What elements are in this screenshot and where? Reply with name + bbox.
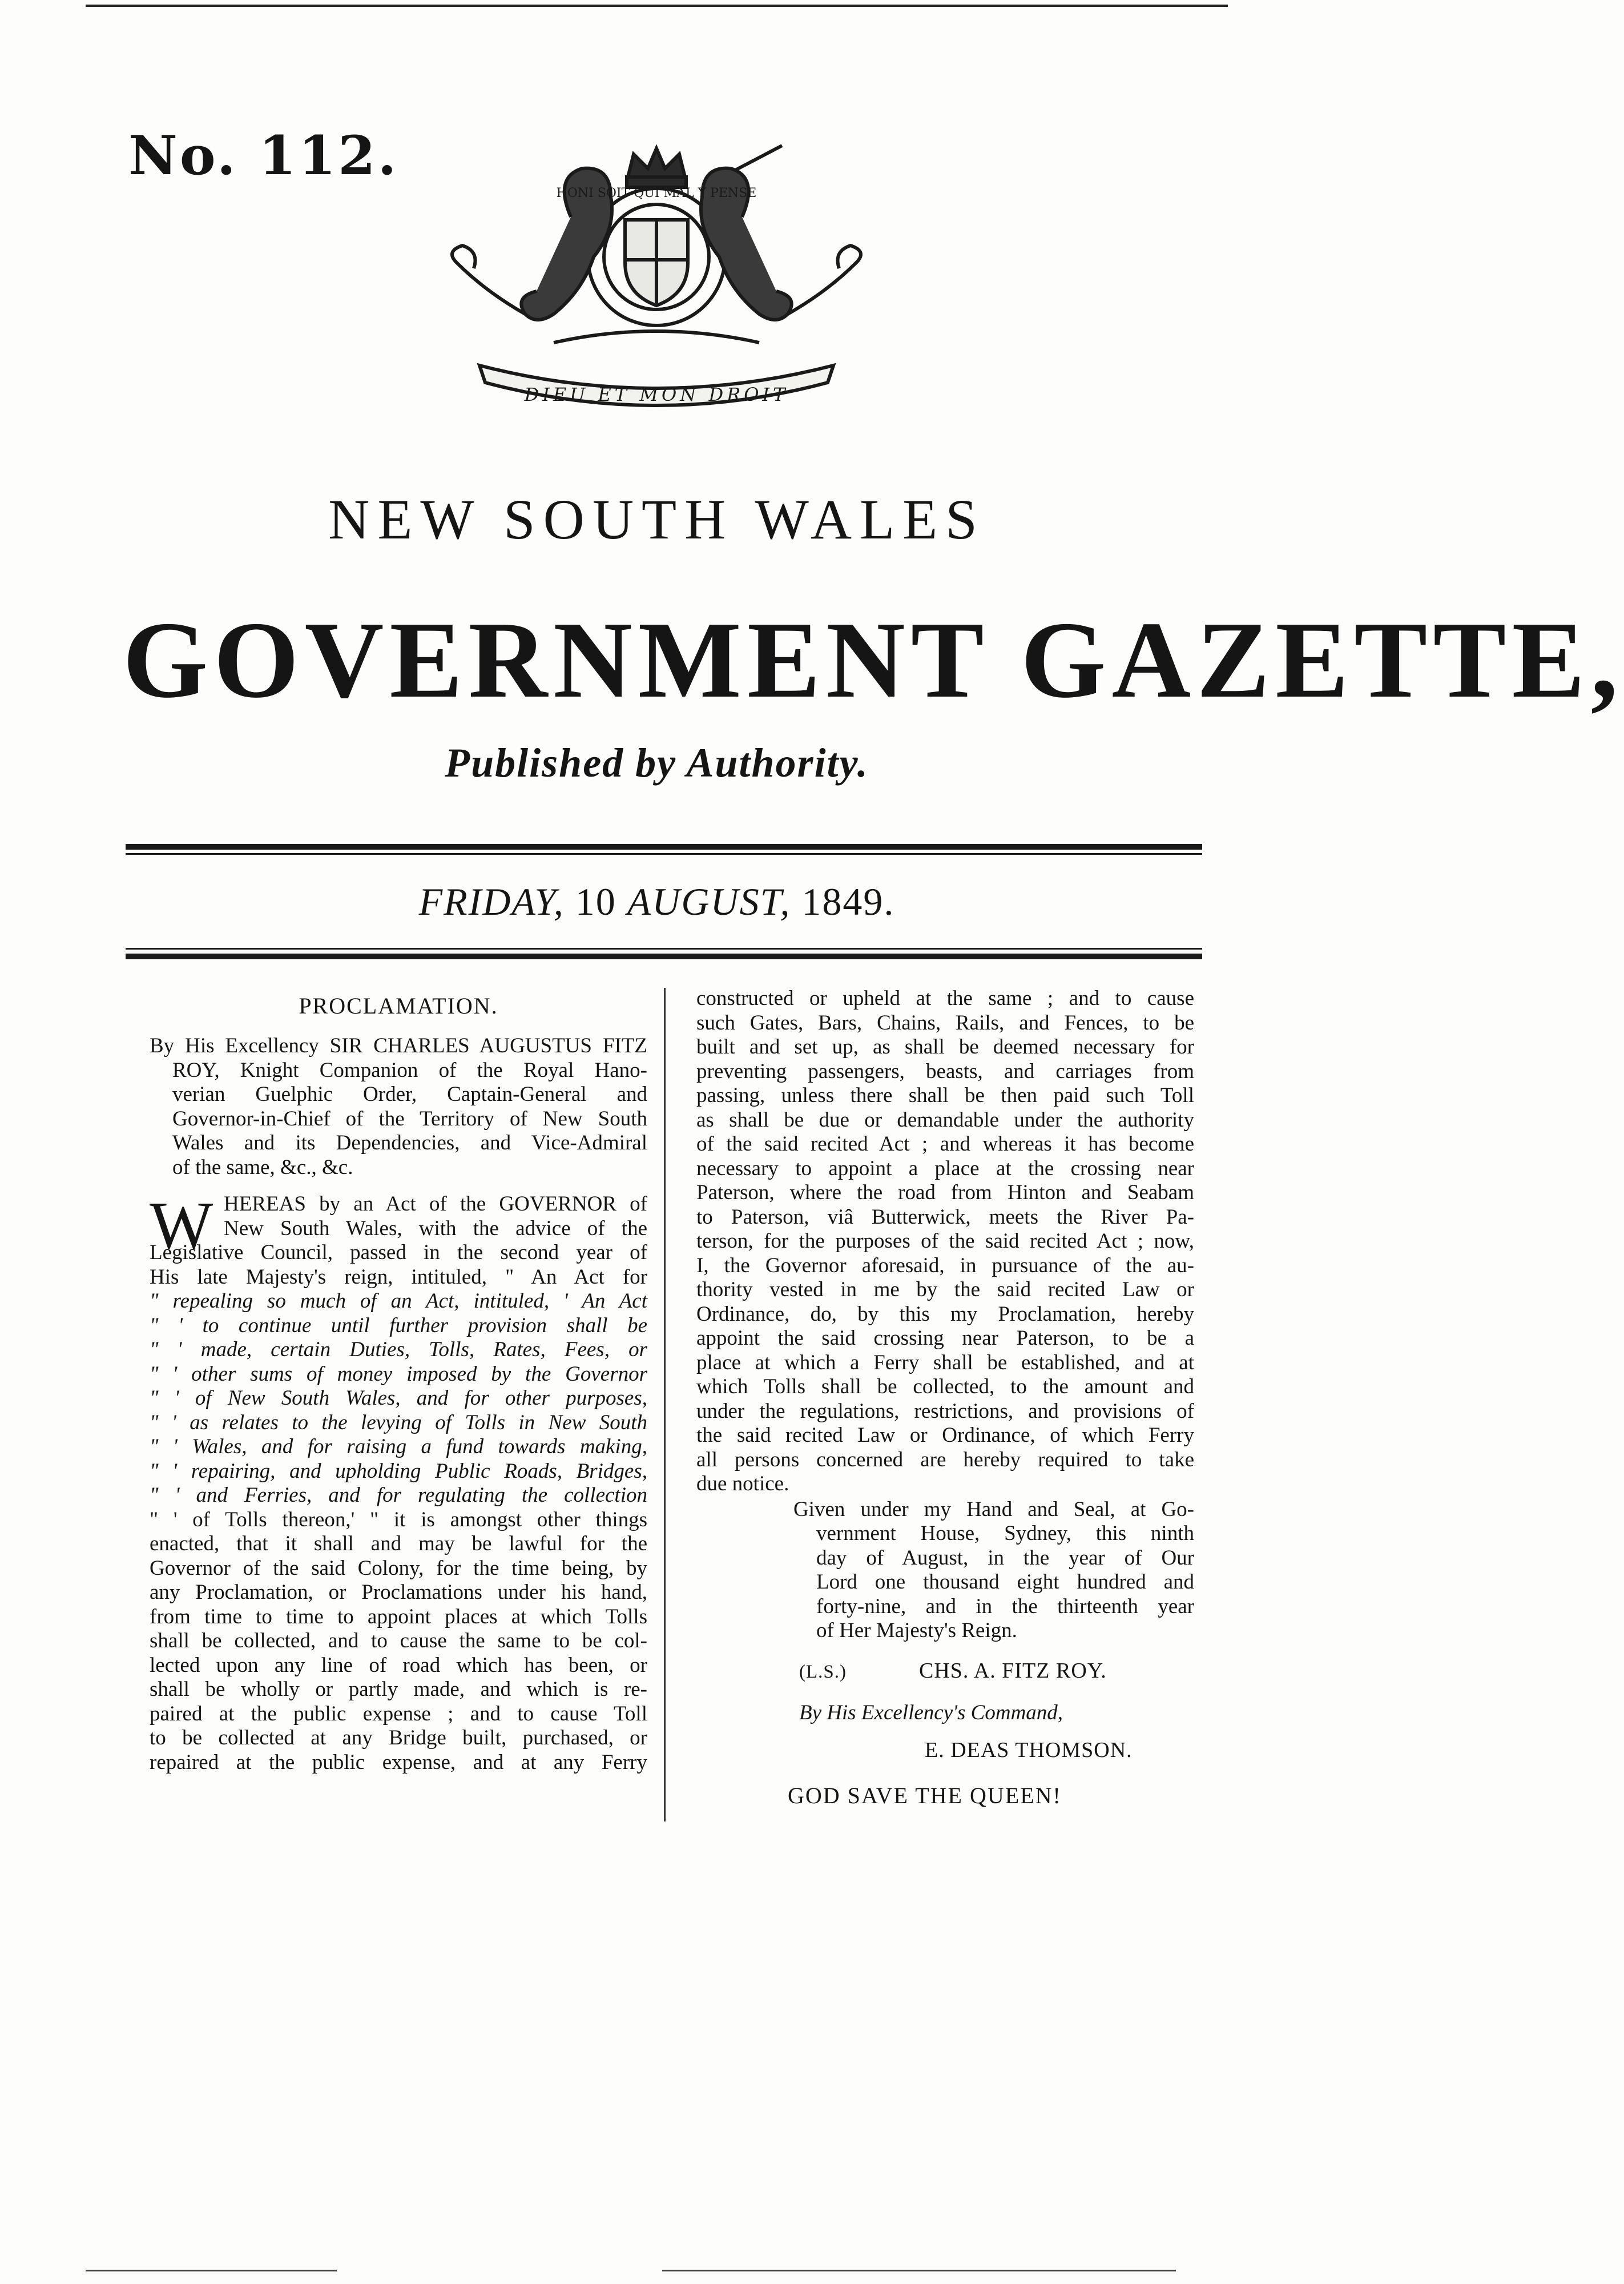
body-line: New South Wales, with the advice of the [224, 1216, 647, 1240]
gazette-number: No. 112. [128, 124, 399, 187]
body-line: any Proclamation, or Proclamations under his hand, [150, 1581, 647, 1604]
top-border-rule [86, 5, 1228, 7]
body-line: " ' other sums of money imposed by the Governor [150, 1362, 647, 1386]
date-day: FRIDAY, [418, 880, 565, 923]
body-line: from time to time to appoint places at which Tolls [150, 1605, 647, 1628]
body-line: Legislative Council, passed in the second year of [150, 1241, 647, 1264]
right-column [696, 987, 1194, 1809]
date-month: AUGUST, [627, 880, 791, 923]
header-rule-thin [126, 853, 1202, 855]
body-line: " ' repairing, and upholding Public Roads, Bridges, [150, 1459, 647, 1483]
body-line: " ' to continue until further provision shall be [150, 1313, 647, 1337]
footer-rule-right [662, 2270, 1176, 2271]
body-line: the said recited Law or Ordinance, of which Ferry [696, 1424, 1194, 1447]
given-line: forty-nine, and in the thirteenth year [816, 1594, 1194, 1618]
body-line: terson, for the purposes of the said recited Act ; now, [696, 1229, 1194, 1253]
body-line: shall be wholly or partly made, and which is re- [150, 1678, 647, 1701]
body-line: all persons concerned are hereby required to take [696, 1447, 1194, 1471]
body-paragraph [150, 1188, 647, 1775]
given-line: of Her Majesty's Reign. [816, 1619, 1017, 1642]
given-line: Given under my Hand and Seal, at Go- [793, 1497, 1194, 1521]
column-divider [664, 988, 666, 1821]
body-line: His late Majesty's reign, intituled, " An Act for [150, 1265, 647, 1289]
body-line: enacted, that it shall and may be lawful for the [150, 1532, 647, 1555]
seal-mark: (L.S.) [799, 1661, 847, 1682]
body-line: as shall be due or demandable under the authority [696, 1108, 1194, 1132]
body-line: " repealing so much of an Act, intituled, ' An Act [150, 1289, 647, 1313]
body-line: constructed or upheld at the same ; and to cause [696, 987, 1194, 1010]
body-line: shall be collected, and to cause the same to be col- [150, 1629, 647, 1652]
body-line: due notice. [696, 1472, 789, 1495]
preamble-line: Wales and its Dependencies, and Vice-Admiral [172, 1131, 647, 1155]
scroll-motto: DIEU ET MON DROIT [524, 384, 789, 405]
body-line: under the regulations, restrictions, and provisions of [696, 1399, 1194, 1423]
body-line: passing, unless there shall be then paid such Toll [696, 1084, 1194, 1107]
body-line: " ' of New South Wales, and for other purposes, [150, 1386, 647, 1410]
given-line: vernment House, Sydney, this ninth [816, 1522, 1194, 1545]
preamble-line: Governor-in-Chief of the Territory of New South [172, 1107, 647, 1131]
secretary-signature: E. DEAS THOMSON. [925, 1738, 1133, 1762]
body-line: " ' of Tolls thereon,' " it is amongst other things [150, 1507, 647, 1531]
body-line: to be collected at any Bridge built, purchased, or [150, 1726, 647, 1750]
governor-signature: CHS. A. FITZ ROY. [919, 1658, 1107, 1683]
date-year: 1849. [801, 880, 895, 923]
body-line: lected upon any line of road which has been, or [150, 1653, 647, 1677]
body-line: paired at the public expense ; and to cause Toll [150, 1702, 647, 1726]
body-line: which Tolls shall be collected, to the amount and [696, 1375, 1194, 1398]
body-line: place at which a Ferry shall be established, and at [696, 1350, 1194, 1374]
given-under-block [696, 1498, 1194, 1643]
preamble-line: verian Guelphic Order, Captain-General and [172, 1083, 647, 1106]
body-line: appoint the said crossing near Paterson, to be a [696, 1326, 1194, 1350]
garter-motto: HONI SOIT QUI MAL Y PENSE [556, 186, 757, 200]
body-line: Paterson, where the road from Hinton and Seabam [696, 1181, 1194, 1204]
body-line: necessary to appoint a place at the crossing near [696, 1156, 1194, 1180]
body-line: of the said recited Act ; and whereas it has become [696, 1132, 1194, 1156]
title-government-gazette: GOVERNMENT GAZETTE, [123, 599, 1624, 721]
body-line: Governor of the said Colony, for the time being, by [150, 1556, 647, 1580]
royal-coat-of-arms-icon [382, 143, 930, 428]
title-new-south-wales: NEW SOUTH WALES [328, 488, 985, 551]
dateline [0, 879, 1313, 924]
body-line: thority vested in me by the said recited Law or [696, 1278, 1194, 1301]
preamble-line: of the same, &c., &c. [172, 1155, 353, 1179]
proclamation-heading: PROCLAMATION. [299, 993, 498, 1019]
body-line: Ordinance, do, by this my Proclamation, hereby [696, 1302, 1194, 1326]
body-line: repaired at the public expense, and at any Ferry [150, 1750, 647, 1774]
published-by-authority: Published by Authority. [445, 740, 869, 786]
body-line: built and set up, as shall be deemed necessary for [696, 1035, 1194, 1059]
given-line: Lord one thousand eight hundred and [816, 1570, 1194, 1594]
body-line: " ' as relates to the levying of Tolls in New South [150, 1410, 647, 1434]
given-line: day of August, in the year of Our [816, 1546, 1194, 1570]
signature-row [696, 1658, 1194, 1687]
header-rule-thick [126, 844, 1202, 850]
body-line: to Paterson, viâ Butterwick, meets the River Pa- [696, 1205, 1194, 1229]
body-line: " ' and Ferries, and for regulating the collection [150, 1483, 647, 1507]
preamble-line: By His Excellency SIR CHARLES AUGUSTUS FITZ [150, 1034, 647, 1057]
body-line: such Gates, Bars, Chains, Rails, and Fences, to be [696, 1011, 1194, 1035]
date-number: 10 [575, 880, 616, 923]
body-line: HEREAS by an Act of the GOVERNOR of [224, 1192, 647, 1216]
date-rule-thick [126, 954, 1202, 959]
command-line: By His Excellency's Command, [799, 1700, 1063, 1724]
god-save-the-queen: GOD SAVE THE QUEEN! [788, 1782, 1062, 1808]
body-line: " ' made, certain Duties, Tolls, Rates, Fees, or [150, 1338, 647, 1361]
body-line: preventing passengers, beasts, and carriages from [696, 1059, 1194, 1083]
drop-cap: W [150, 1188, 213, 1262]
footer-rule-left [86, 2270, 337, 2271]
body-line: " ' Wales, and for raising a fund towards making, [150, 1435, 647, 1458]
body-line: I, the Governor aforesaid, in pursuance of the au- [696, 1253, 1194, 1277]
left-column [150, 987, 647, 1775]
preamble-line: ROY, Knight Companion of the Royal Hano- [172, 1058, 647, 1082]
date-rule-thin [126, 948, 1202, 950]
